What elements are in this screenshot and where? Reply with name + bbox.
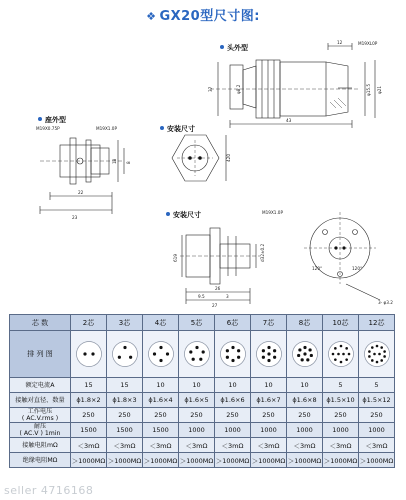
plug-side-view [210,43,375,128]
pin-icon [273,356,276,359]
table-cell: ＞1000MΩ [107,453,143,468]
row-label [10,378,71,393]
row-label-line: 接触电阻mΩ [22,441,58,449]
table-header-row [10,315,395,331]
table-row [10,453,395,468]
pin-icon [231,346,234,349]
spec-table [9,314,395,468]
socket-thread-right: M19X1.0P [96,126,117,131]
pin-icon [237,349,240,352]
column-header: 6芯 [215,315,251,331]
socket-dim-8: 8 [126,161,131,164]
pin-icon [375,345,378,348]
mount2-hole-label: 3- φ3.2 [378,300,393,305]
pin-layout-cell [251,331,287,378]
pin-icon [337,353,340,356]
row-label-line: 接触对直径、数量 [15,396,65,404]
header-label: 芯 数 [10,315,71,331]
section-plug-label: 头外型 [227,44,248,52]
pin-layout-row [10,331,395,378]
table-cell: ϕ1.8×2 [71,393,107,408]
pin-icon [83,352,86,355]
mount1-dim-20: 420 [226,154,231,162]
table-cell: 1500 [107,423,143,438]
column-header: 4芯 [143,315,179,331]
pin-icon [195,346,198,349]
table-cell: 1500 [71,423,107,438]
table-cell: 1500 [143,423,179,438]
table-row [10,408,395,423]
table-cell: ϕ1.6×8 [287,393,323,408]
plug-dim-155: φ15.5 [366,83,371,96]
table-cell: ＜3mΩ [215,438,251,453]
page-title-text: GX20型尺寸图: [159,9,260,24]
pin-icon [159,346,162,349]
table-cell: ＞1000MΩ [71,453,107,468]
table-cell: 250 [71,408,107,423]
mount2-angle-2: 120° [352,266,363,271]
pin-layout-cell [287,331,323,378]
mount2-dim-3: 3 [226,294,229,299]
table-cell: ＜3mΩ [287,438,323,453]
pin-icon [380,346,383,349]
row-label-line: 耐压 [33,423,47,430]
pin-icon [298,348,301,351]
table-cell: 10 [215,378,251,393]
column-header: 12芯 [359,315,395,331]
table-cell: ＜3mΩ [71,438,107,453]
pin-icon [225,349,228,352]
pin-icon [334,347,337,350]
socket-thread-left: M19X0.75P [36,126,60,131]
pin-layout-icon [147,340,175,368]
table-cell: ＜3mΩ [359,438,395,453]
table-row [10,393,395,408]
pin-icon [368,355,371,358]
row-label-line: 绝缘电阻MΩ [22,456,58,464]
pin-layout-icon [291,340,319,368]
table-cell: 10 [287,378,323,393]
mount2-thread-label: M19X1.0P [262,210,283,215]
table-row [10,438,395,453]
pin-icon [331,353,334,356]
pin-icon [378,353,381,356]
pin-icon [339,361,342,364]
table-cell: ＜3mΩ [107,438,143,453]
pin-icon [231,359,234,362]
plug-dim-8: φ8.2 [236,84,241,94]
table-cell: ϕ1.5×12 [359,393,395,408]
pin-icon [165,352,168,355]
table-cell: 1000 [179,423,215,438]
table-cell: 250 [323,408,359,423]
table-row [10,423,395,438]
pin-icon [261,356,264,359]
pin-layout-cell [179,331,215,378]
table-cell: ＞1000MΩ [179,453,215,468]
table-cell: ＞1000MΩ [359,453,395,468]
table-cell: ϕ1.6×4 [143,393,179,408]
mount2-side-view [180,228,260,304]
table-cell: 10 [179,378,215,393]
table-row [10,378,395,393]
row-label [10,453,71,468]
pin-layout-cell [107,331,143,378]
plug-dim-12: 12 [337,40,343,45]
column-header: 5芯 [179,315,215,331]
section-mount1-label: 安装尺寸 [167,125,195,133]
pin-icon [159,359,162,362]
pin-icon [188,156,192,160]
table-cell: 5 [323,378,359,393]
pin-icon [334,358,337,361]
pin-icon [273,349,276,352]
pin-layout-icon [75,340,103,368]
pin-icon [117,356,120,359]
plug-dim-21: φ21 [377,85,382,94]
row-label [10,393,71,408]
diamond-icon: ❖ [146,10,157,23]
pin-layout-icon [183,340,211,368]
pin-icon [199,358,202,361]
pin-layout-icon [327,340,355,368]
pin-icon [383,350,386,353]
table-cell: 10 [251,378,287,393]
table-cell: ϕ1.6×6 [215,393,251,408]
pin-icon [342,246,345,249]
pin-icon [308,348,311,351]
row-label [10,423,71,438]
pin-layout-cell [359,331,395,378]
pin-icon [306,358,309,361]
mount2-dim-h: 619 [173,254,178,262]
table-cell: ＜3mΩ [179,438,215,453]
pin-icon [375,361,378,364]
table-cell: 1000 [323,423,359,438]
pin-layout-cell [143,331,179,378]
plug-dim-43: 43 [286,118,292,123]
pin-icon [191,358,194,361]
pin-icon [237,356,240,359]
pin-icon [129,356,132,359]
row-label-line: 工作电压 [27,408,53,415]
table-cell: ＜3mΩ [323,438,359,453]
pin-icon [347,353,350,356]
table-cell: 250 [359,408,395,423]
pin-icon [300,358,303,361]
table-cell: 250 [143,408,179,423]
table-cell: ＞1000MΩ [287,453,323,468]
mount2-dim-26: 26 [215,286,221,291]
plug-thread-label: M19XL0P [358,41,378,46]
pin-icon [368,350,371,353]
pin-icon [225,356,228,359]
pin-layout-icon [255,340,283,368]
socket-dim-23: 23 [72,215,78,220]
mount2-dim-95: 9.5 [198,294,205,299]
table-cell: 10 [143,378,179,393]
table-cell: ＞1000MΩ [215,453,251,468]
socket-dim-22: 22 [78,190,84,195]
pin-icon [297,354,300,357]
table-cell: 1000 [359,423,395,438]
pin-icon [123,346,126,349]
column-header: 7芯 [251,315,287,331]
row-label-line: ( AC.V ) 1min [19,430,61,437]
pin-icon [334,246,337,249]
table-cell: ＜3mΩ [143,438,179,453]
mount2-front-view [304,212,380,300]
socket-dim-18: 18 [112,158,117,164]
table-cell: ϕ1.8×3 [107,393,143,408]
column-header: 8芯 [287,315,323,331]
pin-icon [267,346,270,349]
pin-layout-cell [323,331,359,378]
pin-layout-icon [363,340,391,368]
pin-icon [261,349,264,352]
table-cell: 15 [71,378,107,393]
mount2-dim-d: d32±0.2 [260,243,265,262]
column-header: 10芯 [323,315,359,331]
pin-icon [152,352,155,355]
table-cell: 250 [215,408,251,423]
column-header: 3芯 [107,315,143,331]
pin-layout-cell [215,331,251,378]
pin-layout-label: 排 列 图 [10,331,71,378]
pin-layout-icon [219,340,247,368]
column-header: 2芯 [71,315,107,331]
pin-icon [339,345,342,348]
pin-icon [303,346,306,349]
table-cell: ϕ1.6×7 [251,393,287,408]
pin-icon [345,358,348,361]
table-cell: 5 [359,378,395,393]
pin-icon [380,359,383,362]
plug-dim-37: 37 [208,86,213,92]
table-cell: ＜3mΩ [251,438,287,453]
pin-layout-icon [111,340,139,368]
pin-icon [267,352,270,355]
table-cell: ϕ1.5×10 [323,393,359,408]
pin-icon [198,156,202,160]
table-cell: ϕ1.6×5 [179,393,215,408]
pin-icon [201,350,204,353]
section-mount2-label: 安装尺寸 [173,211,201,219]
mount2-dim-27: 27 [212,303,218,308]
pin-icon [303,352,306,355]
pin-icon [91,352,94,355]
table-cell: 250 [287,408,323,423]
table-cell: ＞1000MΩ [143,453,179,468]
row-label-line: 额定电流A [25,381,55,389]
pin-icon [342,353,345,356]
table-cell: ＞1000MΩ [251,453,287,468]
row-label [10,438,71,453]
table-cell: 250 [179,408,215,423]
pin-icon [345,347,348,350]
socket-side-view [40,138,124,214]
section-socket-label: 座外型 [45,116,66,124]
watermark: seller 4716168 [4,484,94,497]
pin-icon [383,355,386,358]
pin-icon [189,350,192,353]
table-cell: 250 [107,408,143,423]
row-label-line: ( AC.V.rms ) [21,415,59,422]
pin-icon [309,354,312,357]
table-cell: 15 [107,378,143,393]
pin-icon [373,353,376,356]
table-cell: 1000 [287,423,323,438]
row-label [10,408,71,423]
pin-icon [267,359,270,362]
table-cell: 1000 [251,423,287,438]
pin-layout-cell [71,331,107,378]
table-cell: 1000 [215,423,251,438]
pin-icon [371,346,374,349]
pin-icon [371,359,374,362]
table-cell: ＞1000MΩ [323,453,359,468]
table-cell: 250 [251,408,287,423]
mount2-angle-1: 120° [312,266,323,271]
